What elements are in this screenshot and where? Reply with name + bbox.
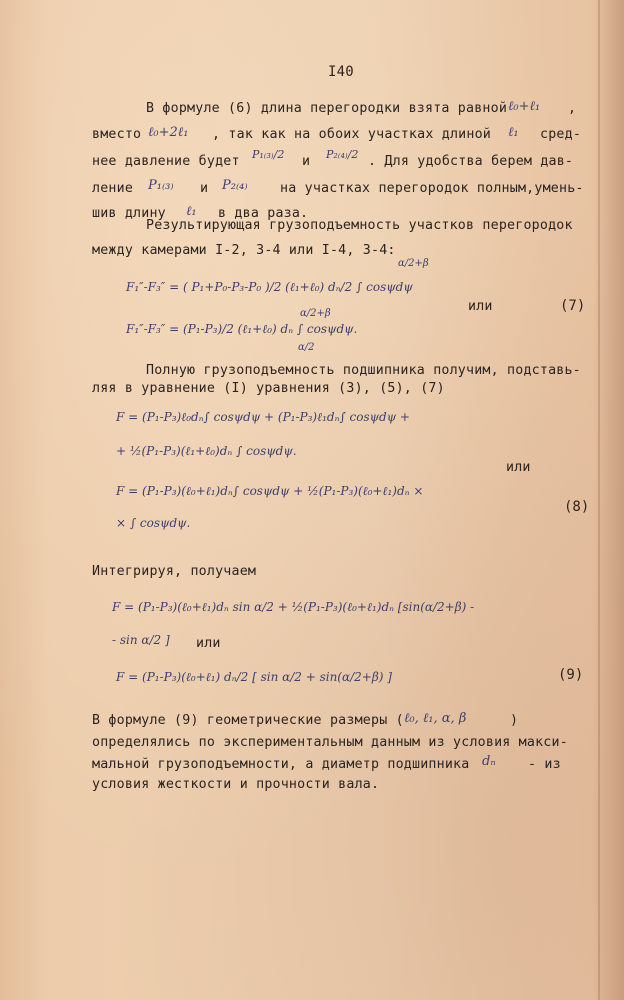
para2-line2: между камерами I-2, 3-4 или I-4, 3-4:	[92, 243, 396, 258]
para1-line1: В формуле (6) длина перегородки взята равной	[146, 101, 508, 116]
page-fold-crease	[598, 0, 600, 1000]
para1-line3-b: и	[302, 154, 311, 169]
para3-line2: ляя в уравнение (I) уравнения (3), (5), (7)	[92, 381, 445, 396]
hw-formula-f1: F₁″-F₃″ = ( P₁+P₀-P₃-P₀ )/2 (ℓ₁+ℓ₀) dₙ/2 ∫ cosψdψ	[126, 280, 413, 294]
page-number: I40	[328, 64, 354, 80]
hw-i1-line1: F = (P₁-P₃)(ℓ₀+ℓ₁)dₙ sin α/2 + ½(P₁-P₃)(ℓ₀+ℓ₁)dₙ [sin(α/2+β) -	[112, 600, 475, 614]
hw-e1-line1: F = (P₁-P₃)ℓ₀dₙ∫ cosψdψ + (P₁-P₃)ℓ₁dₙ∫ cosψdψ +	[116, 410, 410, 424]
hw-formula-f2: F₁″-F₃″ = (P₁-P₃)/2 (ℓ₁+ℓ₀) dₙ ∫ cosψdψ.	[126, 322, 358, 336]
hw-l0-plus-l1: ℓ₀+ℓ₁	[508, 99, 541, 114]
hw-p13: P₁₍₃₎	[148, 178, 174, 193]
para1-line4-a: ление	[92, 181, 134, 196]
hw-f2-upper-limit: α/2+β	[300, 308, 331, 319]
hw-l0-plus-2l1: ℓ₀+2ℓ₁	[148, 125, 189, 140]
ili-1: или	[468, 299, 493, 314]
hw-dn: dₙ	[482, 754, 496, 769]
hw-p24-frac: P₂₍₄₎/2	[326, 148, 359, 161]
hw-e2-line2: × ∫ cosψdψ.	[116, 516, 191, 530]
para4-line4: условия жесткости и прочности вала.	[92, 777, 380, 792]
hw-l1-b: ℓ₁	[186, 204, 197, 219]
hw-e1-line2: + ½(P₁-P₃)(ℓ₁+ℓ₀)dₙ ∫ cosψdψ.	[116, 444, 297, 458]
para4-line3-a: мальной грузоподъемности, а диаметр подшипника	[92, 757, 470, 772]
equation-number-8: (8)	[564, 499, 590, 515]
para1-line2-a: вместо	[92, 127, 142, 142]
equation-number-9: (9)	[558, 667, 584, 683]
para3-line1: Полную грузоподъемность подшипника получим, подставь-	[146, 363, 581, 378]
para1-line2-c: сред-	[540, 127, 582, 142]
integrating-label: Интегрируя, получаем	[92, 564, 257, 579]
para1-line3-a: нее давление будет	[92, 154, 240, 169]
hw-i1-line2: - sin α/2 ]	[112, 633, 170, 647]
para4-line3-b: - из	[528, 757, 561, 772]
ili-3: или	[196, 636, 221, 651]
para1-line4-c: на участках перегородок полным,умень-	[280, 181, 584, 196]
hw-p13-frac: P₁₍₃₎/2	[252, 148, 285, 161]
para1-line1-end: ,	[568, 101, 577, 116]
hw-dims: ℓ₀, ℓ₁, α, β	[404, 711, 467, 726]
ili-2: или	[506, 460, 531, 475]
para4-line1-end: )	[510, 713, 519, 728]
hw-f1-upper-limit: α/2+β	[398, 258, 429, 269]
para1-line5-a: шив длину	[92, 206, 166, 221]
para1-line3-c: . Для удобства берем дав-	[368, 154, 574, 169]
hw-e2-line1: F = (P₁-P₃)(ℓ₀+ℓ₁)dₙ∫ cosψdψ + ½(P₁-P₃)(ℓ₀+ℓ₁)dₙ ×	[116, 484, 424, 498]
hw-i2-line1: F = (P₁-P₃)(ℓ₀+ℓ₁) dₙ/2 [ sin α/2 + sin(α/2+β) ]	[116, 670, 392, 684]
equation-number-7: (7)	[560, 298, 586, 314]
hw-p24: P₂₍₄₎	[222, 178, 248, 193]
para1-line5-b: в два раза.	[218, 206, 309, 221]
hw-f2-lower-limit: α/2	[298, 342, 315, 353]
para4-line1: В формуле (9) геометрические размеры (	[92, 713, 404, 728]
para1-line2-b: , так как на обоих участках длиной	[212, 127, 491, 142]
para1-line4-b: и	[200, 181, 209, 196]
para4-line2: определялись по экспериментальным данным из условия макси-	[92, 735, 568, 750]
hw-l1: ℓ₁	[508, 125, 519, 140]
para2-line1: Результирующая грузоподъемность участков перегородок	[146, 218, 573, 233]
